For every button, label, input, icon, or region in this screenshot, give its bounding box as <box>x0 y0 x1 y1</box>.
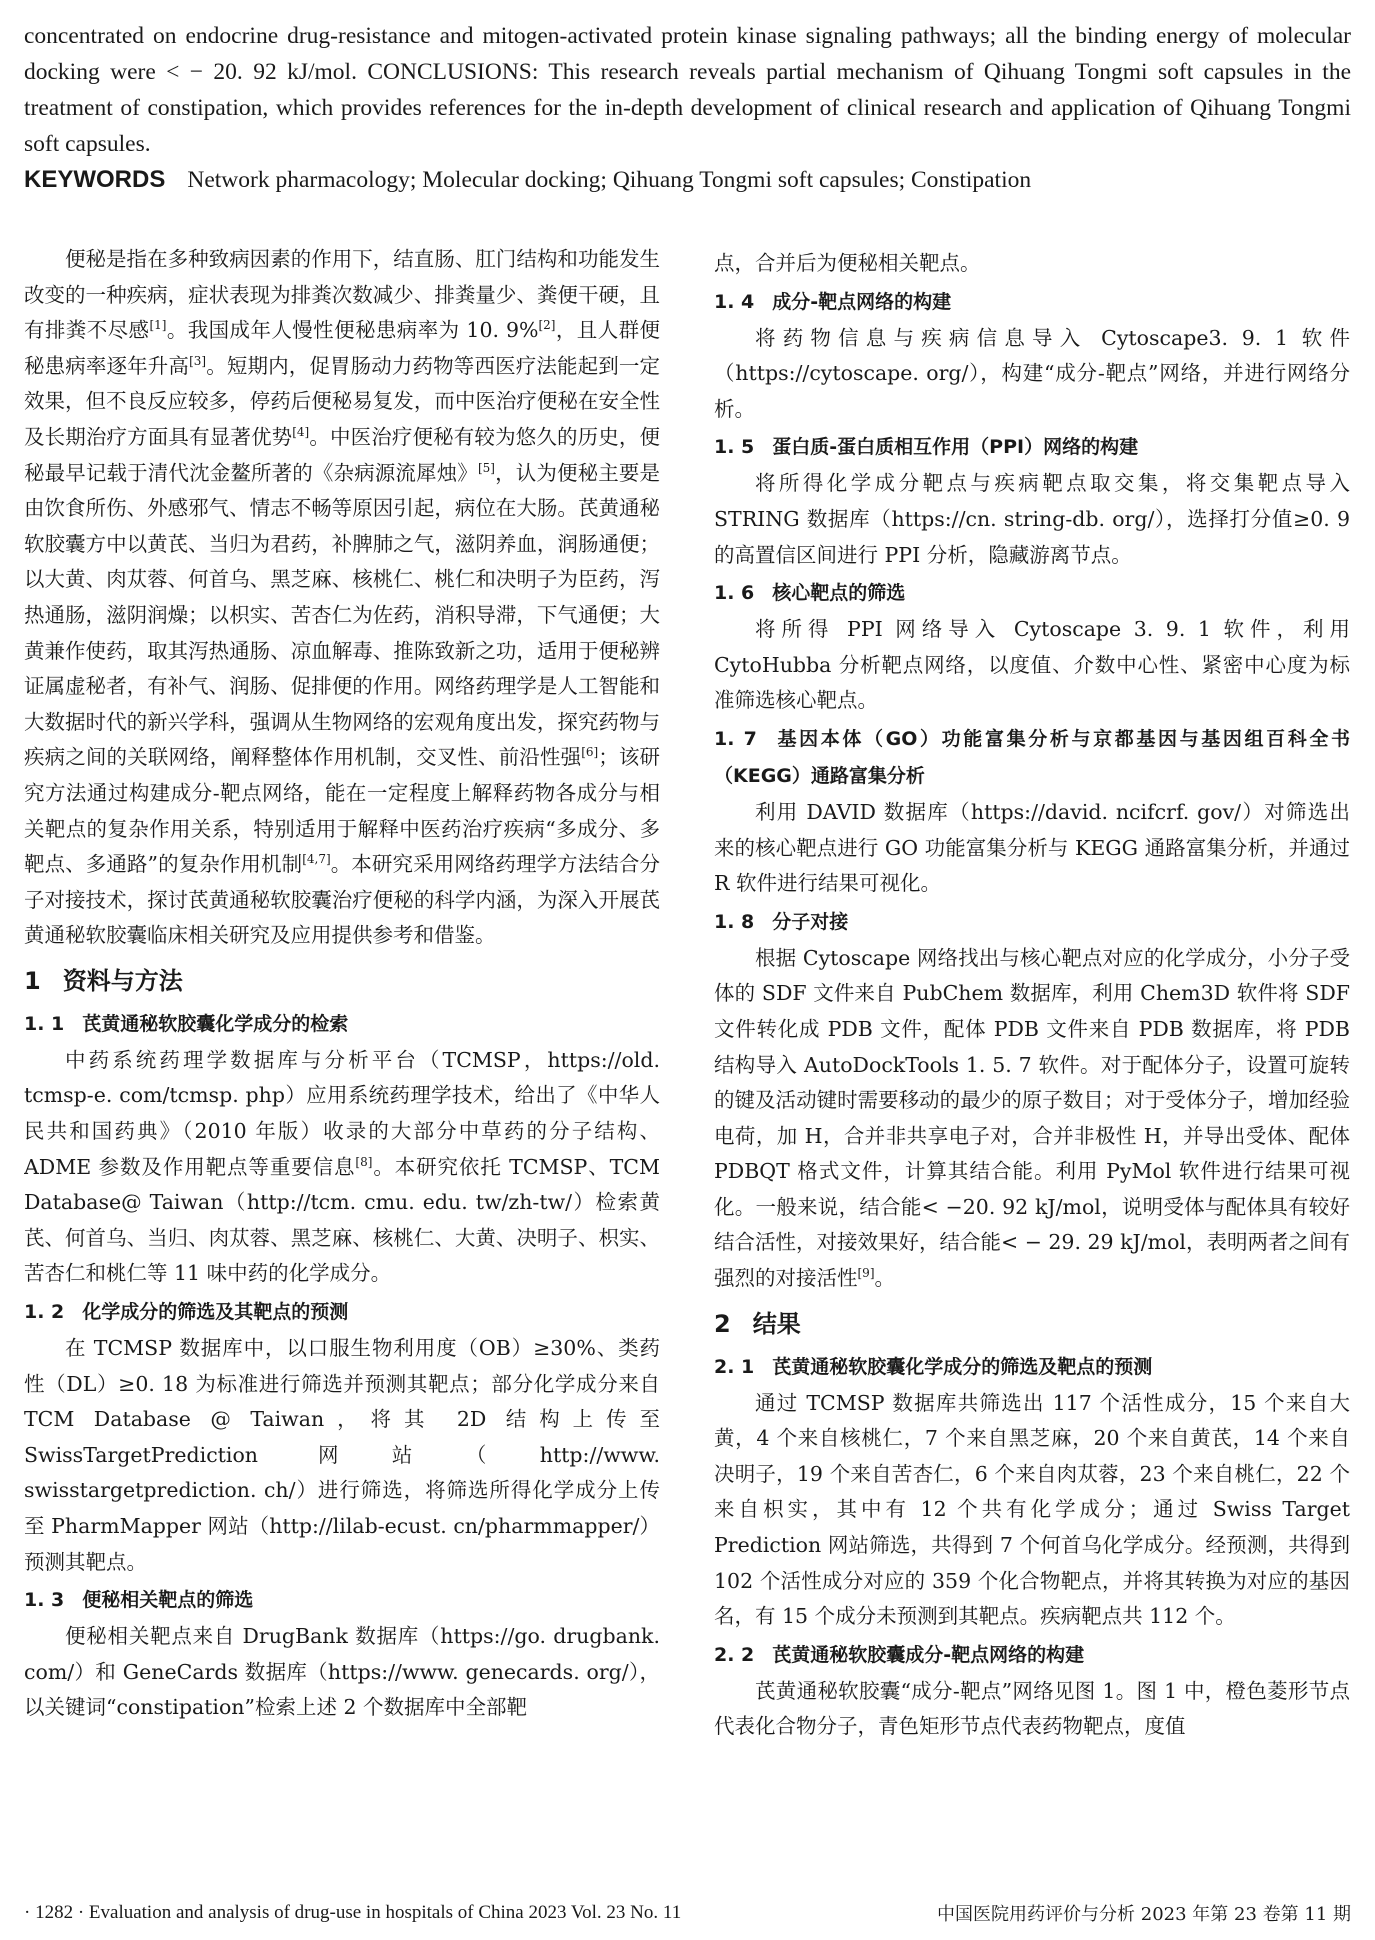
footer-left: · 1282 · Evaluation and analysis of drug-use in hospitals of China 2023 Vol. 23 No. 11 <box>24 1902 682 1923</box>
subsection-number: 1. 8 <box>714 910 755 933</box>
citation-8: [8] <box>355 1154 373 1169</box>
citation-9: [9] <box>857 1266 875 1281</box>
subsection-title: 化学成分的筛选及其靶点的预测 <box>82 1301 349 1324</box>
paragraph-1-7: 利用 DAVID 数据库（https://david. ncifcrf. gov/）对筛选出来的核心靶点进行 GO 功能富集分析与 KEGG 通路富集分析，并通过 R 软件进行结果可视化。 <box>714 799 1350 896</box>
paragraph-1-4: 将药物信息与疾病信息导入 Cytoscape3. 9. 1 软件（https://cytoscape. org/），构建“成分-靶点”网络，并进行网络分析。 <box>714 325 1350 421</box>
subsection-title: 芪黄通秘软胶囊成分-靶点网络的构建 <box>772 1643 1085 1666</box>
subsection-number: 1. 6 <box>714 582 755 605</box>
subsection-heading-1-7 <box>714 721 1350 795</box>
keywords-label: KEYWORDS <box>24 166 166 193</box>
paragraph-2-2: 芪黄通秘软胶囊“成分-靶点”网络见图 1。图 1 中，橙色菱形节点代表化合物分子，青色矩形节点代表药物靶点，度值 <box>714 1678 1350 1739</box>
citation-1: [1] <box>149 318 167 333</box>
subsection-title: 蛋白质-蛋白质相互作用（PPI）网络的构建 <box>772 436 1139 459</box>
subsection-title: 基因本体（GO）功能富集分析与京都基因与基因组百科全书（KEGG）通路富集分析 <box>714 727 1350 787</box>
subsection-number: 2. 1 <box>714 1355 755 1378</box>
paragraph-1-1 <box>24 1043 660 1292</box>
subsection-heading-2-2 <box>714 1637 1350 1674</box>
subsection-heading-1-5 <box>714 429 1350 466</box>
paragraph-2-1: 通过 TCMSP 数据库共筛选出 117 个活性成分，15 个来自大黄，4 个来自核桃仁，7 个来自黑芝麻，20 个来自黄芪，14 个来自决明子，19 个来自苦杏仁，6 个来自肉苁蓉，23 个来自桃仁，22 个来自枳实，其中有 12 个共有化学成分；通过 Swiss Target Prediction 网站筛选，共得到 7 个何首乌化学成分。经预测，共得到 102 个活性成分对应的 359 个化合物靶点，并将其转换为对应的基因名，有 15 个成分未预测到其靶点。疾病靶点共 112 个。 <box>714 1390 1350 1629</box>
paragraph-text: 中药系统药理学数据库与分析平台（TCMSP，https://old. tcmsp-e. com/tcmsp. php）应用系统药理学技术，给出了《中华人民共和国药典》（2010 年版）收录的大部分中草药的分子结构、ADME 参数及作用靶点等重要信息 <box>24 1047 660 1179</box>
subsection-title: 分子对接 <box>772 910 849 933</box>
subsection-heading-1-4 <box>714 284 1350 321</box>
section-title: 资料与方法 <box>62 966 183 995</box>
subsection-heading-1-3 <box>24 1582 660 1619</box>
subsection-heading-1-8 <box>714 904 1350 941</box>
subsection-heading-1-1 <box>24 1006 660 1043</box>
intro-text-5: 。中医治疗便秘有较为悠久的历史，便秘最早记载于清代沈金鳌所著的《杂病源流犀烛》 <box>24 424 660 485</box>
subsection-title: 便秘相关靶点的筛选 <box>82 1589 254 1612</box>
paragraph-1-8 <box>714 941 1350 1297</box>
section-title: 结果 <box>752 1309 801 1338</box>
subsection-title: 成分-靶点网络的构建 <box>772 290 952 313</box>
subsection-number: 2. 2 <box>714 1643 755 1666</box>
intro-text-6: ，认为便秘主要是由饮食所伤、外感邪气、情志不畅等原因引起，病位在大肠。芪黄通秘软胶囊方中以黄芪、当归为君药，补脾肺之气，滋阴养血，润肠通便；以大黄、肉苁蓉、何首乌、黑芝麻、核桃仁、桃仁和决明子为臣药，泻热通肠，滋阴润燥；以枳实、苦杏仁为佐药，消积导滞，下气通便；大黄兼作使药，取其泻热通肠、凉血解毒、推陈致新之功，适用于便秘辨证属虚秘者，有补气、润肠、促排便的作用。网络药理学是人工智能和大数据时代的新兴学科，强调从生物网络的宏观角度出发，探究药物与疾病之间的关联网络，阐释整体作用机制，交叉性、前沿性强 <box>24 460 660 770</box>
abstract-conclusion-text: concentrated on endocrine drug-resistance and mitogen-activated protein kinase signaling pathways; all the binding energy of molecular docking were < − 20. 92 kJ/mol. CONCLUSIONS: This research reveals partial mechanism of Qihuang Tongmi soft capsules in the treatment of constipation, which provides references for the in-depth development of clinical research and application of Qihuang Tongmi soft capsules. <box>24 23 1351 157</box>
subsection-number: 1. 7 <box>714 727 757 750</box>
section-number: 2 <box>714 1309 731 1338</box>
paragraph-1-2: 在 TCMSP 数据库中，以口服生物利用度（OB）≥30%、类药性（DL）≥0. 18 为标准进行筛选并预测其靶点；部分化学成分来自 TCM Database @ Taiwan，将其 2D 结构上传至 SwissTargetPrediction 网站（http://www. swisstargetprediction. ch/）进行筛选，将筛选所得化学成分上传至 PharmMapper 网站（http://lilab-ecust. cn/pharmmapper/）预测其靶点。 <box>24 1336 660 1574</box>
subsection-number: 1. 1 <box>24 1012 65 1035</box>
subsection-title: 芪黄通秘软胶囊化学成分的筛选及靶点的预测 <box>772 1355 1153 1378</box>
intro-text-7: ；该研究方法通过构建成分-靶点网络，能在一定程度上解释药物各成分与相关靶点的复杂作用关系，特别适用于解释中医药治疗疾病“多成分、多靶点、多通路”的复杂作用机制 <box>24 745 660 877</box>
subsection-number: 1. 2 <box>24 1301 65 1324</box>
keywords-line <box>24 162 1351 198</box>
right-column <box>714 246 1350 1836</box>
intro-text-8: 。本研究采用网络药理学方法结合分子对接技术，探讨芪黄通秘软胶囊治疗便秘的科学内涵，为深入开展芪黄通秘软胶囊临床相关研究及应用提供参考和借鉴。 <box>24 852 660 948</box>
intro-text-3: ，且人群便秘患病率逐年升高 <box>24 318 660 378</box>
section-heading-1 <box>24 958 660 1004</box>
section-heading-2 <box>714 1301 1350 1347</box>
paragraph-1-3: 便秘相关靶点来自 DrugBank 数据库（https://go. drugbank. com/）和 GeneCards 数据库（https://www. genecards. org/），以关键词“constipation”检索上述 2 个数据库中全部靶 <box>24 1624 660 1720</box>
intro-text-4: 。短期内，促胃肠动力药物等西医疗法能起到一定效果，但不良反应较多，停药后便秘易复发，而中医治疗便秘在安全性及长期治疗方面具有显著优势 <box>24 353 660 449</box>
keywords-text: Network pharmacology; Molecular docking; Qihuang Tongmi soft capsules; Constipation <box>187 167 1032 193</box>
left-column <box>24 242 660 1832</box>
subsection-heading-1-2 <box>24 1294 660 1331</box>
subsection-title: 核心靶点的筛选 <box>772 582 906 605</box>
footer-right: 中国医院用药评价与分析 2023 年第 23 卷第 11 期 <box>937 1904 1351 1925</box>
intro-text-1: 便秘是指在多种致病因素的作用下，结直肠、肛门结构和功能发生改变的一种疾病，症状表现为排粪次数减少、排粪量少、粪便干硬，且有排粪不尽感 <box>24 247 660 343</box>
subsection-number: 1. 5 <box>714 436 755 459</box>
citation-4: [4] <box>292 425 310 440</box>
subsection-number: 1. 4 <box>714 290 755 313</box>
intro-text-2: 。我国成年人慢性便秘患病率为 10. 9% <box>166 318 539 343</box>
citation-3: [3] <box>189 353 207 368</box>
citation-5: [5] <box>477 460 495 475</box>
citation-6: [6] <box>581 745 599 760</box>
subsection-number: 1. 3 <box>24 1589 65 1612</box>
section-number: 1 <box>24 966 41 995</box>
citation-2: [2] <box>538 318 556 333</box>
paragraph-text: 。 <box>874 1266 895 1291</box>
paragraph-text: 。本研究依托 TCMSP、TCM Database@ Taiwan（http://tcm. cmu. edu. tw/zh-tw/）检索黄芪、何首乌、当归、肉苁蓉、黑芝麻、核桃仁、大黄、决明子、枳实、苦杏仁和桃仁等 11 味中药的化学成分。 <box>24 1154 660 1286</box>
intro-paragraph <box>24 242 660 954</box>
page-footer <box>24 1896 1351 1930</box>
paragraph-1-3-continued: 点，合并后为便秘相关靶点。 <box>714 251 981 275</box>
paragraph-text: 根据 Cytoscape 网络找出与核心靶点对应的化学成分，小分子受体的 SDF 文件来自 PubChem 数据库，利用 Chem3D 软件将 SDF 文件转化成 PDB 文件，配体 PDB 文件来自 PDB 数据库，将 PDB 结构导入 AutoDockTools 1. 5. 7 软件。对于配体分子，设置可旋转的键及活动键时需要移动的最少的原子数目；对于受体分子，增加经验电荷，加 H，合并非共享电子对，合并非极性 H，并导出受体、配体 PDBQT 格式文件，计算其结合能。利用 PyMol 软件进行结果可视化。一般来说，结合能< −20. 92 kJ/mol，说明受体与配体具有较好结合活性，对接效果好，结合能< − 29. 29 kJ/mol，表明两者之间有强烈的对接活性 <box>714 945 1350 1291</box>
paragraph-1-6: 将所得 PPI 网络导入 Cytoscape 3. 9. 1 软件，利用 CytoHubba 分析靶点网络，以度值、介数中心性、紧密中心度为标准筛选核心靶点。 <box>714 617 1350 713</box>
citation-4-7: [4,7] <box>302 852 331 867</box>
paragraph-1-5: 将所得化学成分靶点与疾病靶点取交集，将交集靶点导入 STRING 数据库（https://cn. string-db. org/），选择打分值≥0. 9 的高置信区间进行 PPI 分析，隐藏游离节点。 <box>714 471 1350 567</box>
subsection-heading-1-6 <box>714 575 1350 612</box>
subsection-heading-2-1 <box>714 1349 1350 1386</box>
subsection-title: 芪黄通秘软胶囊化学成分的检索 <box>82 1012 349 1035</box>
abstract-block <box>24 18 1351 198</box>
